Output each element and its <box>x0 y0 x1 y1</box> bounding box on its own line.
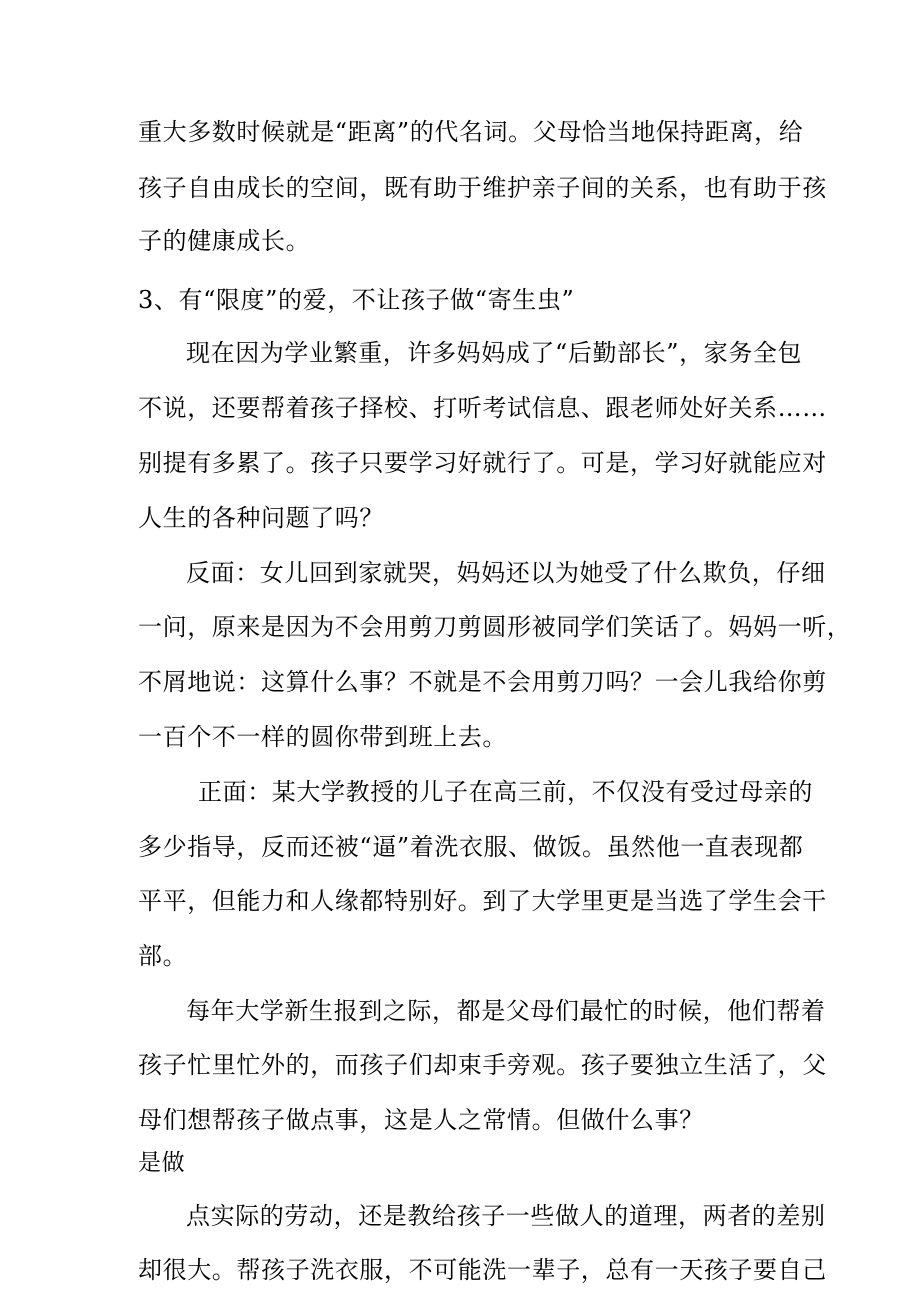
paragraph-line: 点实际的劳动，还是教给孩子一些做人的道理，两者的差别 <box>186 1202 826 1230</box>
paragraph-line: 母们想帮孩子做点事，这是人之常情。但做什么事？ <box>138 1106 704 1134</box>
paragraph-line: 孩子自由成长的空间，既有助于维护亲子间的关系，也有助于孩 <box>138 174 827 202</box>
paragraph-line: 每年大学新生报到之际，都是父母们最忙的时候，他们帮着 <box>186 997 826 1025</box>
paragraph-line: 重大多数时候就是“距离”的代名词。父母恰当地保持距离，给 <box>138 118 804 146</box>
paragraph-line: 孩子忙里忙外的，而孩子们却束手旁观。孩子要独立生活了，父 <box>138 1051 827 1079</box>
paragraph-line: 一百个不一样的圆你带到班上去。 <box>138 723 507 751</box>
paragraph-line: 反面：女儿回到家就哭，妈妈还以为她受了什么欺负，仔细 <box>186 559 826 587</box>
paragraph-line: 人生的各种问题了吗？ <box>138 504 384 532</box>
paragraph-line: 正面：某大学教授的儿子在高三前，不仅没有受过母亲的 <box>198 778 813 806</box>
paragraph-line: 部。 <box>138 942 188 970</box>
paragraph-line: 却很大。帮孩子洗衣服，不可能洗一辈子，总有一天孩子要自己 <box>138 1256 827 1284</box>
paragraph-line: 不说，还要帮着孩子择校、打听考试信息、跟老师处好关系…… <box>138 394 827 422</box>
section-heading: 3、有“限度”的爱，不让孩子做“寄生虫” <box>138 286 575 314</box>
paragraph-line: 是做 <box>138 1150 186 1176</box>
paragraph-line: 一问，原来是因为不会用剪刀剪圆形被同学们笑话了。妈妈一听， <box>138 613 852 641</box>
paragraph-line: 别提有多累了。孩子只要学习好就行了。可是，学习好就能应对 <box>138 449 827 477</box>
paragraph-line: 现在因为学业繁重，许多妈妈成了“后勤部长”，家务全包 <box>186 339 803 367</box>
paragraph-line: 不屑地说：这算什么事？不就是不会用剪刀吗？一会儿我给你剪 <box>138 668 827 696</box>
paragraph-line: 多少指导，反而还被“逼”着洗衣服、做饭。虽然他一直表现都 <box>138 833 804 861</box>
paragraph-line: 子的健康成长。 <box>138 227 311 255</box>
paragraph-line: 平平，但能力和人缘都特别好。到了大学里更是当选了学生会干 <box>138 887 827 915</box>
